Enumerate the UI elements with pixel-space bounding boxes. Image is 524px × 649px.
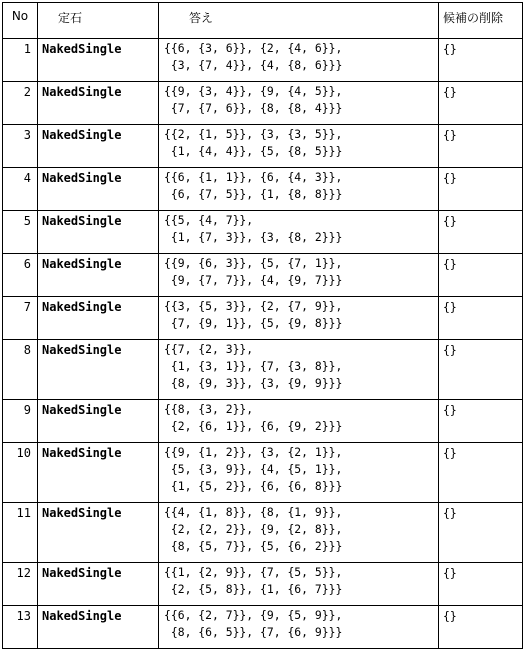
row-technique: NakedSingle — [38, 400, 159, 443]
answer-line: {1, {3, 1}}, {7, {3, 8}}, — [164, 359, 343, 373]
answer-line: {{9, {1, 2}}, {3, {2, 1}}, — [164, 445, 343, 459]
table-row — [3, 82, 523, 125]
row-technique: NakedSingle — [38, 125, 159, 168]
row-number: 13 — [3, 606, 38, 649]
answer-line: {8, {6, 5}}, {7, {6, 9}}} — [164, 625, 343, 639]
row-removal: {} — [439, 606, 523, 649]
answer-line: {{2, {1, 5}}, {3, {3, 5}}, — [164, 127, 343, 141]
row-number: 6 — [3, 254, 38, 297]
row-technique: NakedSingle — [38, 606, 159, 649]
answer-line: {{3, {5, 3}}, {2, {7, 9}}, — [164, 299, 343, 313]
table-row — [3, 125, 523, 168]
answer-line: {{9, {6, 3}}, {5, {7, 1}}, — [164, 256, 343, 270]
row-number: 11 — [3, 503, 38, 563]
row-number: 9 — [3, 400, 38, 443]
answer-line: {{6, {1, 1}}, {6, {4, 3}}, — [164, 170, 343, 184]
row-number: 2 — [3, 82, 38, 125]
row-answer — [159, 563, 439, 606]
row-answer — [159, 211, 439, 254]
row-removal: {} — [439, 82, 523, 125]
row-answer — [159, 443, 439, 503]
row-removal: {} — [439, 125, 523, 168]
row-answer — [159, 503, 439, 563]
row-removal: {} — [439, 563, 523, 606]
answer-line: {{9, {3, 4}}, {9, {4, 5}}, — [164, 84, 343, 98]
table-row — [3, 254, 523, 297]
row-removal: {} — [439, 297, 523, 340]
answer-line: {2, {2, 2}}, {9, {2, 8}}, — [164, 522, 343, 536]
row-removal: {} — [439, 340, 523, 400]
row-number: 7 — [3, 297, 38, 340]
row-answer — [159, 168, 439, 211]
row-technique: NakedSingle — [38, 443, 159, 503]
answer-line: {3, {7, 4}}, {4, {8, 6}}} — [164, 58, 343, 72]
answer-line: {{4, {1, 8}}, {8, {1, 9}}, — [164, 505, 343, 519]
row-number: 1 — [3, 39, 38, 82]
table-row — [3, 443, 523, 503]
row-number: 3 — [3, 125, 38, 168]
row-answer — [159, 254, 439, 297]
header-removal: 候補の削除 — [439, 3, 523, 39]
answer-line: {{8, {3, 2}}, — [164, 402, 254, 416]
row-technique: NakedSingle — [38, 563, 159, 606]
answer-line: {{1, {2, 9}}, {7, {5, 5}}, — [164, 565, 343, 579]
answer-line: {1, {4, 4}}, {5, {8, 5}}} — [164, 144, 343, 158]
row-number: 10 — [3, 443, 38, 503]
table-row — [3, 503, 523, 563]
row-removal: {} — [439, 211, 523, 254]
row-number: 8 — [3, 340, 38, 400]
row-answer — [159, 606, 439, 649]
row-number: 5 — [3, 211, 38, 254]
answer-line: {1, {7, 3}}, {3, {8, 2}}} — [164, 230, 343, 244]
table-row — [3, 168, 523, 211]
answer-line: {{6, {3, 6}}, {2, {4, 6}}, — [164, 41, 343, 55]
table-row — [3, 340, 523, 400]
row-answer — [159, 39, 439, 82]
table-row — [3, 297, 523, 340]
row-technique: NakedSingle — [38, 254, 159, 297]
row-answer — [159, 82, 439, 125]
row-answer — [159, 125, 439, 168]
table-row — [3, 563, 523, 606]
answer-line: {{6, {2, 7}}, {9, {5, 9}}, — [164, 608, 343, 622]
row-removal: {} — [439, 400, 523, 443]
answer-line: {9, {7, 7}}, {4, {9, 7}}} — [164, 273, 343, 287]
row-removal: {} — [439, 443, 523, 503]
table-row — [3, 400, 523, 443]
row-answer — [159, 297, 439, 340]
answer-line: {8, {9, 3}}, {3, {9, 9}}} — [164, 376, 343, 390]
row-technique: NakedSingle — [38, 39, 159, 82]
row-technique: NakedSingle — [38, 211, 159, 254]
row-answer — [159, 340, 439, 400]
header-row — [3, 3, 523, 39]
row-removal: {} — [439, 503, 523, 563]
table-row — [3, 211, 523, 254]
table-row — [3, 39, 523, 82]
answer-line: {7, {9, 1}}, {5, {9, 8}}} — [164, 316, 343, 330]
answers-table — [2, 2, 523, 649]
row-removal: {} — [439, 39, 523, 82]
header-answer: 答え — [159, 3, 439, 39]
header-technique: 定石 — [38, 3, 159, 39]
answer-line: {1, {5, 2}}, {6, {6, 8}}} — [164, 479, 343, 493]
row-number: 12 — [3, 563, 38, 606]
row-removal: {} — [439, 168, 523, 211]
row-technique: NakedSingle — [38, 82, 159, 125]
answer-line: {{5, {4, 7}}, — [164, 213, 254, 227]
row-technique: NakedSingle — [38, 340, 159, 400]
answer-line: {{7, {2, 3}}, — [164, 342, 254, 356]
table-body — [3, 39, 523, 649]
answer-line: {8, {5, 7}}, {5, {6, 2}}} — [164, 539, 343, 553]
header-no: No — [3, 3, 38, 39]
answer-line: {5, {3, 9}}, {4, {5, 1}}, — [164, 462, 343, 476]
answer-line: {7, {7, 6}}, {8, {8, 4}}} — [164, 101, 343, 115]
row-number: 4 — [3, 168, 38, 211]
answer-line: {6, {7, 5}}, {1, {8, 8}}} — [164, 187, 343, 201]
row-answer — [159, 400, 439, 443]
row-technique: NakedSingle — [38, 503, 159, 563]
table-row — [3, 606, 523, 649]
answer-line: {2, {6, 1}}, {6, {9, 2}}} — [164, 419, 343, 433]
row-technique: NakedSingle — [38, 168, 159, 211]
answer-line: {2, {5, 8}}, {1, {6, 7}}} — [164, 582, 343, 596]
row-removal: {} — [439, 254, 523, 297]
row-technique: NakedSingle — [38, 297, 159, 340]
